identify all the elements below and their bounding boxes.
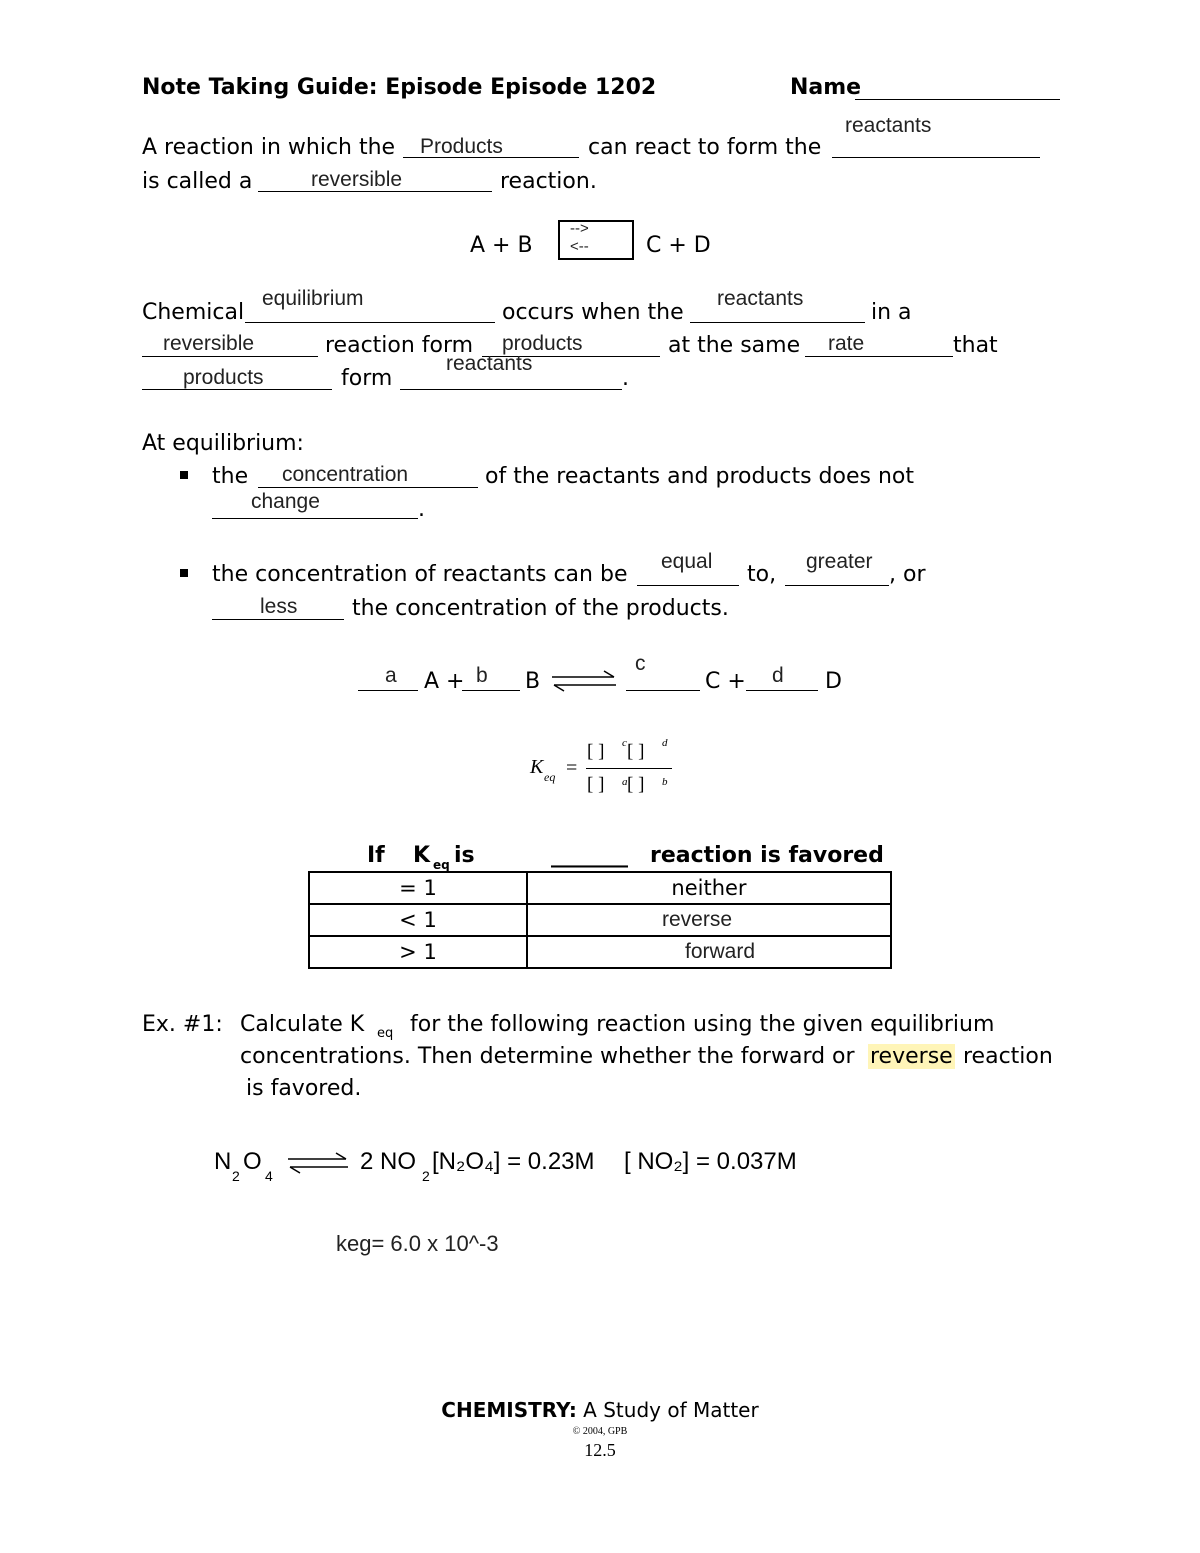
example-line3: is favored.	[246, 1076, 362, 1101]
s2-text-4: reaction form	[325, 333, 474, 358]
ex-eq-rhs: 2 NO	[360, 1148, 417, 1175]
ex-answer: keg= 6.0 x 10^-3	[336, 1231, 499, 1256]
s2-text-6: that	[953, 333, 998, 358]
b2-blank-3[interactable]	[212, 619, 344, 620]
s1-blank-2[interactable]	[832, 157, 1040, 158]
table-header-right: reaction is favored	[650, 843, 884, 868]
name-blank[interactable]	[855, 99, 1060, 100]
ex-eq-N: N	[214, 1148, 232, 1175]
gen-fill-c: c	[635, 652, 646, 675]
keq-num-c: c	[622, 737, 627, 749]
s2-blank-2[interactable]	[690, 322, 865, 323]
gen-blank-c[interactable]	[626, 690, 700, 691]
table-row	[309, 872, 891, 904]
keq-num-2: [ ]	[627, 741, 645, 762]
table-header-sub: eq	[433, 858, 450, 872]
example-line1-a: Calculate K	[240, 1012, 365, 1037]
footer-title	[0, 1398, 1200, 1422]
b1-text-1: the	[212, 464, 249, 489]
s2-text-5: at the same	[668, 333, 801, 358]
example-line2-b: reaction	[963, 1044, 1053, 1069]
s1-fill-reactants: reactants	[845, 114, 932, 137]
s2-fill-reversible: reversible	[163, 332, 255, 355]
eq1-arrow-top: -->	[570, 220, 589, 237]
s1-text-4: reaction.	[500, 169, 597, 194]
s2-text-7: form	[341, 366, 393, 391]
gen-blank-a[interactable]	[358, 690, 418, 691]
b1-end: .	[418, 497, 425, 522]
eq1-arrow-bottom: <--	[570, 238, 589, 255]
equilibrium-heading: At equilibrium:	[142, 431, 304, 456]
gen-blank-b[interactable]	[462, 690, 520, 691]
keq-num-d: d	[662, 737, 668, 749]
eq1-arrow-box	[558, 220, 634, 260]
s2-text-2: occurs when the	[502, 300, 684, 325]
b2-fill-less: less	[260, 595, 298, 618]
ex-eq-O-sub: 4	[265, 1168, 273, 1184]
eq1-left: A + B	[470, 233, 533, 258]
keq-den-2: [ ]	[627, 774, 645, 795]
gen-fill-d: d	[772, 664, 784, 687]
example-line1-sub: eq	[377, 1026, 394, 1041]
gen-fill-b: b	[476, 664, 488, 687]
keq-den-1: [ ]	[587, 774, 605, 795]
b2-text-3: , or	[889, 562, 926, 587]
table-row	[309, 904, 891, 936]
equilibrium-arrow-icon	[550, 670, 618, 692]
keq-num-1: [ ]	[587, 741, 605, 762]
keq-den-a: a	[622, 776, 628, 788]
gen-blank-d[interactable]	[746, 690, 818, 691]
table-header-is: is	[454, 843, 475, 868]
b1-blank-1[interactable]	[258, 487, 478, 488]
eq1-right: C + D	[646, 233, 711, 258]
bullet-1	[180, 471, 188, 479]
table-header-blank: _______	[551, 843, 628, 868]
example-label: Ex. #1:	[142, 1012, 223, 1037]
ex-eq-N-sub: 2	[232, 1168, 240, 1184]
keq-sub: eq	[544, 770, 556, 784]
s2-blank-1[interactable]	[245, 322, 495, 323]
b1-blank-2[interactable]	[212, 518, 418, 519]
s2-blank-3[interactable]	[142, 356, 318, 357]
example-line2-a: concentrations. Then determine whether the forward or	[240, 1044, 855, 1069]
s2-fill-products: products	[502, 332, 583, 355]
s1-fill-products: Products	[420, 135, 503, 158]
s2-fill-equilibrium: equilibrium	[262, 287, 364, 310]
s2-text-1: Chemical	[142, 300, 245, 325]
b2-text-4: the concentration of the products.	[352, 596, 729, 621]
page-title: Note Taking Guide: Episode Episode 1202	[142, 75, 657, 100]
example-highlight-reverse: reverse	[870, 1044, 953, 1069]
ex-eq-conc-n2o4: [N₂O₄] = 0.23M	[432, 1148, 595, 1175]
bullet-2	[180, 569, 188, 577]
s2-fill-rate: rate	[828, 332, 865, 355]
ex-eq-rhs-sub: 2	[422, 1168, 430, 1184]
s2-blank-7[interactable]	[400, 389, 622, 390]
example-line1-b: for the following reaction using the given equilibrium	[410, 1012, 995, 1037]
table-cell-cond: = 1	[309, 872, 527, 904]
s2-fill-reactants: reactants	[717, 287, 804, 310]
s1-text-3: is called a	[142, 169, 253, 194]
s2-fill-products-2: products	[183, 366, 264, 389]
equilibrium-arrow-icon	[286, 1152, 350, 1174]
s2-end: .	[622, 366, 629, 391]
s2-text-3: in a	[871, 300, 912, 325]
table-cell-result: reverse	[527, 904, 891, 936]
b2-fill-equal: equal	[661, 550, 713, 573]
table-cell-cond: > 1	[309, 936, 527, 968]
footer-title-rest: A Study of Matter	[576, 1398, 759, 1422]
b1-fill-change: change	[251, 490, 320, 513]
footer-title-bold: CHEMISTRY:	[441, 1398, 577, 1422]
b2-fill-greater: greater	[806, 550, 873, 573]
keq-K: K	[530, 756, 544, 778]
s2-blank-5[interactable]	[805, 356, 953, 357]
gen-C: C +	[705, 669, 746, 694]
table-cell-result: forward	[527, 936, 891, 968]
table-header-if: If	[367, 843, 385, 868]
s1-text-2: can react to form the	[588, 135, 822, 160]
table-header-k: K	[413, 843, 431, 868]
keq-fraction-bar	[586, 768, 672, 769]
b2-blank-2[interactable]	[785, 585, 889, 586]
ex-eq-conc-no2: [ NO₂] = 0.037M	[624, 1148, 797, 1175]
table-row	[309, 936, 891, 968]
name-label: Name	[790, 75, 862, 100]
keq-table	[308, 871, 892, 969]
s1-text-1: A reaction in which the	[142, 135, 396, 160]
keq-den-b: b	[662, 776, 668, 788]
table-cell-result: neither	[527, 872, 891, 904]
footer-copyright: © 2004, GPB	[572, 1426, 628, 1437]
ex-eq-O: O	[243, 1148, 262, 1175]
gen-B: B	[525, 669, 541, 694]
gen-A: A +	[424, 669, 465, 694]
b2-text-1: the concentration of reactants can be	[212, 562, 628, 587]
footer-page-number: 12.5	[584, 1440, 616, 1460]
keq-equals: =	[566, 757, 578, 779]
b2-blank-1[interactable]	[637, 585, 739, 586]
b1-fill-concentration: concentration	[282, 463, 409, 486]
gen-D: D	[825, 669, 842, 694]
table-cell-cond: < 1	[309, 904, 527, 936]
s1-fill-reversible: reversible	[311, 168, 403, 191]
b2-text-2: to,	[747, 562, 777, 587]
b1-text-2: of the reactants and products does not	[485, 464, 914, 489]
gen-fill-a: a	[385, 664, 397, 687]
s2-fill-reactants-2: reactants	[446, 352, 533, 375]
